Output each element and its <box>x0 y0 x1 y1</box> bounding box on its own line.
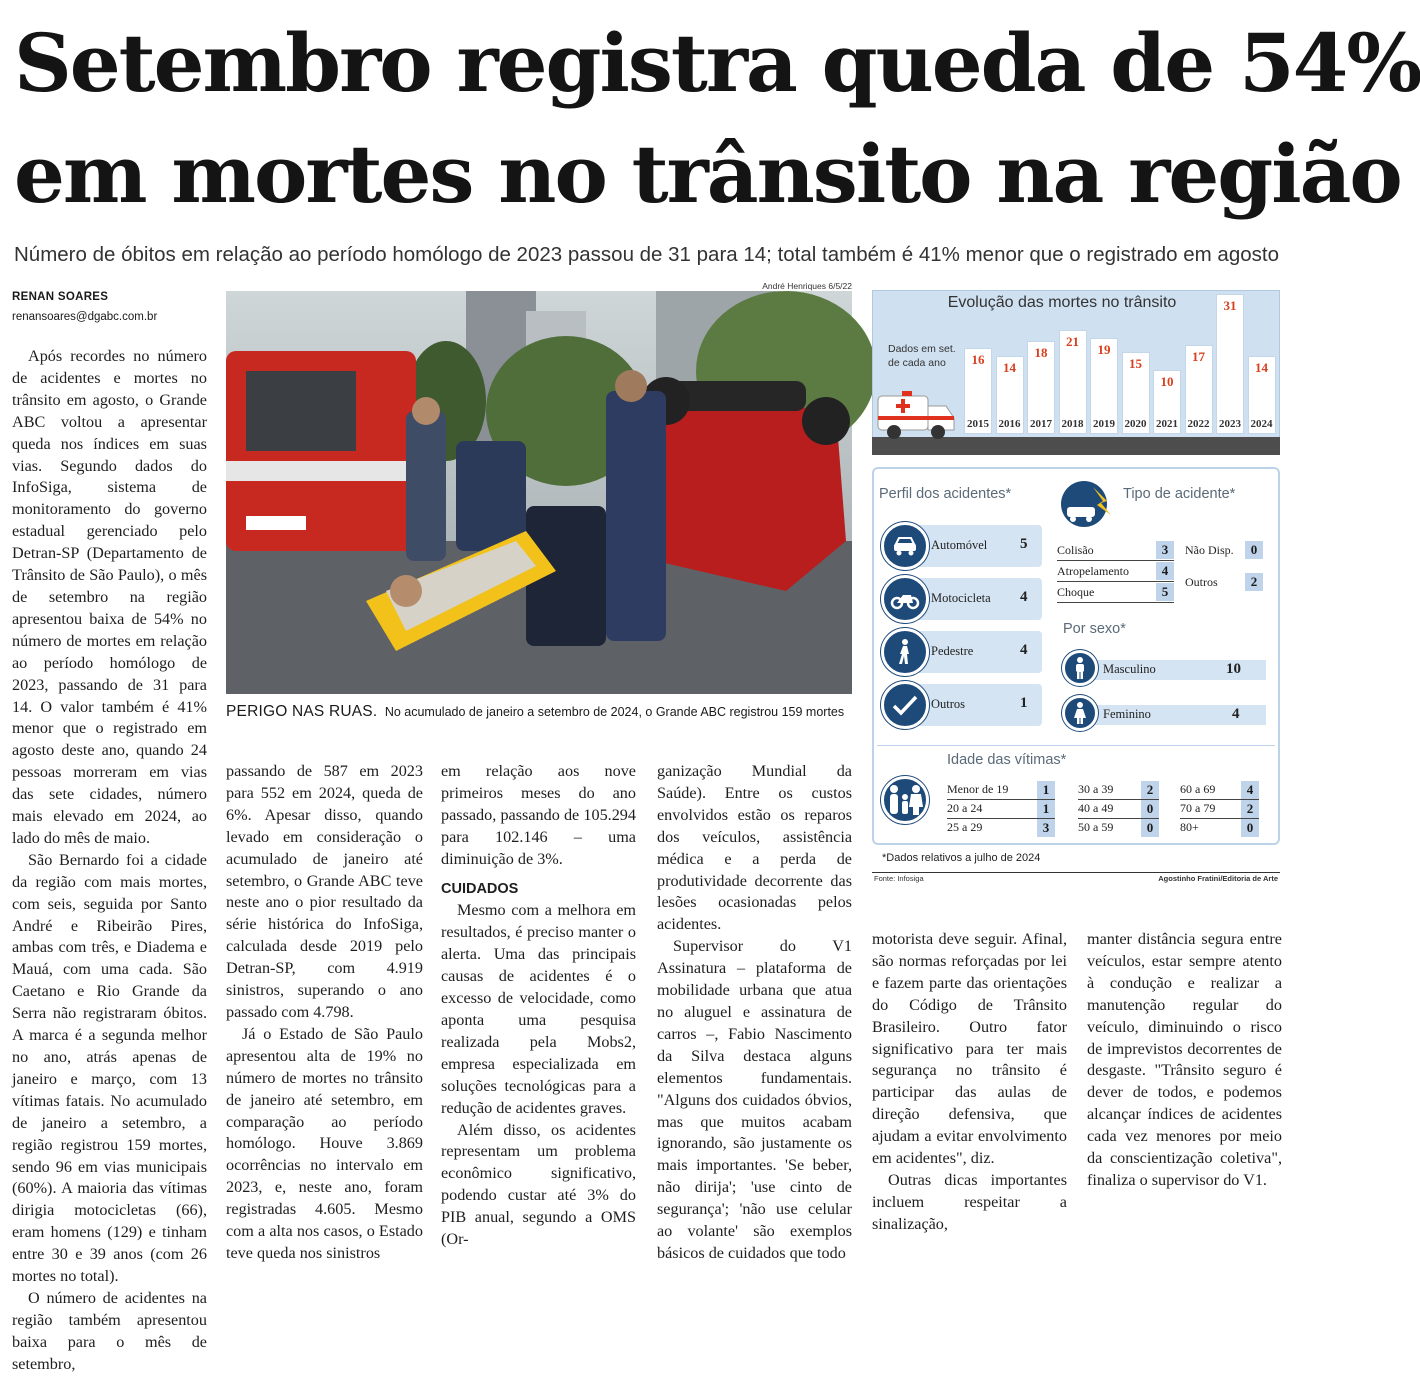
x-tick-label: 2020 <box>1124 418 1147 430</box>
photo-credit: André Henriques 6/5/22 <box>762 281 852 291</box>
perfil-label: Motocicleta <box>931 591 991 605</box>
perfil-label: Pedestre <box>931 644 974 658</box>
bar-value-label: 15 <box>1129 356 1142 371</box>
motorcycle-icon <box>881 575 929 623</box>
x-tick-label: 2024 <box>1250 418 1273 430</box>
headline-line-2: em mortes no trânsito na região <box>14 127 1401 221</box>
paragraph: Mesmo com a melhora em resultados, é preciso manter o alerta. Uma das principais causas de acidentes é o excesso de velocidade, como aponta uma pesquisa realizada pela Mobs2, empresa especializada em soluções tecnológicas para a redução de acidentes graves. <box>441 901 636 1117</box>
idade-value: 0 <box>1241 819 1259 837</box>
idade-label: 50 a 59 <box>1078 820 1114 834</box>
paragraph: motorista deve seguir. Afinal, são normas reforçadas por lei e fazem parte das orientações do Código de Trânsito Brasileiro. Outro fator significativo para ter mais segurança no trânsito é participar das aulas de direção defensiva, que ajudam a evitar envolvimento em acidentes", diz. <box>872 930 1067 1168</box>
chart-note: Dados em set. de cada ano <box>888 343 956 369</box>
tipo-value: 4 <box>1156 562 1174 580</box>
sexo-value: 10 <box>1226 661 1241 677</box>
byline <box>12 291 207 323</box>
section-heading: CUIDADOS <box>441 880 519 897</box>
tipo-label: Atropelamento <box>1057 564 1129 578</box>
perfil-value: 1 <box>1020 695 1028 711</box>
paragraph: passando de 587 em 2023 para 552 em 2024, queda de 6%. Apesar disso, quando levado em consideração o acumulado de janeiro até setembro, o Grande ABC teve neste ano o pior resultado da série histórica do InfoSiga, calculada desde 2019 pelo Detran-SP, com 4.919 sinistros, superando o ano passado com 4.798. <box>226 762 423 1021</box>
column-6 <box>1087 929 1282 1192</box>
perfil-title: Perfil dos acidentes* <box>879 486 1012 502</box>
author-name: RENAN SOARES <box>12 291 109 303</box>
row-underline <box>1057 581 1174 582</box>
headline-line-1: Setembro registra queda de 54% <box>14 16 1420 110</box>
x-tick-label: 2018 <box>1061 418 1084 430</box>
idade-label: Menor de 19 <box>947 782 1009 796</box>
x-tick-label: 2016 <box>998 418 1021 430</box>
divider <box>877 745 1275 746</box>
idade-value: 1 <box>1037 781 1055 799</box>
idade-label: 40 a 49 <box>1078 801 1114 815</box>
tipo-value: 5 <box>1156 583 1174 601</box>
check-icon <box>881 681 929 729</box>
idade-value: 4 <box>1241 781 1259 799</box>
idade-value: 1 <box>1037 800 1055 818</box>
paragraph: Supervisor do V1 Assinatura – plataforma de mobilidade urbana que atua no aluguel e assinatura de carros –, Fabio Nascimento da Silva destaca alguns elementos fundamentais. "Alguns dos cuidados óbvios, mas que muitos acabam ignorando, são justamente os mais importantes. 'Se beber, não dirija'; 'use cinto de segurança'; 'não use celular ao volante' são exemplos básicos de cuidados que todo <box>657 937 852 1262</box>
idade-label: 30 a 39 <box>1078 782 1114 796</box>
author-email[interactable]: renansoares@dgabc.com.br <box>12 311 158 323</box>
column-4 <box>657 761 852 1265</box>
tipo-label: Choque <box>1057 585 1095 599</box>
tipo-label: Outros <box>1185 575 1218 589</box>
idade-label: 25 a 29 <box>947 820 983 834</box>
idade-value: 0 <box>1141 800 1159 818</box>
column-2 <box>226 761 423 1265</box>
tipo-label: Não Disp. <box>1185 543 1234 557</box>
perfil-value: 4 <box>1020 642 1028 658</box>
idade-value: 3 <box>1037 819 1055 837</box>
bar-value-label: 21 <box>1066 334 1079 350</box>
bar-value-label: 17 <box>1192 348 1205 364</box>
subtitle: Número de óbitos em relação ao período homólogo de 2023 passou de 31 para 14; total também é 41% menor que o registrado em agosto <box>14 243 1279 266</box>
column-5 <box>872 929 1067 1236</box>
column-3 <box>441 761 636 1251</box>
idade-label: 70 a 79 <box>1180 801 1216 815</box>
idade-label: 80+ <box>1180 820 1199 834</box>
idade-label: 20 a 24 <box>947 801 983 815</box>
female-icon <box>1062 695 1098 731</box>
x-tick-label: 2022 <box>1187 418 1210 430</box>
idade-value: 0 <box>1141 819 1159 837</box>
bar-value-label: 16 <box>971 352 985 368</box>
idade-label: 60 a 69 <box>1180 782 1216 796</box>
paragraph: manter distância segura entre veículos, estar sempre atento à condução e realizar a manutenção regular do veículo, diminuindo o risco de imprevistos decorrentes de desgaste. "Trânsito seguro é dever de todos, e podemos alcançar índices de acidentes cada vez menores por meio da conscientização coletiva", finaliza o supervisor do V1. <box>1087 930 1282 1189</box>
perfil-label: Outros <box>931 697 966 711</box>
x-tick-label: 2019 <box>1093 418 1115 430</box>
idade-value: 2 <box>1141 781 1159 799</box>
row-underline <box>1057 602 1174 603</box>
bar-value-label: 18 <box>1034 345 1048 361</box>
photo-caption <box>226 703 852 721</box>
x-tick-label: 2017 <box>1030 418 1052 430</box>
bar-value-label: 14 <box>1003 359 1016 375</box>
perfil-value: 5 <box>1020 536 1028 552</box>
footnote: *Dados relativos a julho de 2024 <box>882 852 1041 864</box>
tipo-value: 0 <box>1245 541 1263 559</box>
accident-scene-illustration <box>226 291 852 694</box>
bar-value-label: 31 <box>1223 298 1237 314</box>
footer-rule <box>872 872 1280 873</box>
paragraph: em relação aos nove primeiros meses do ano passado, passando de 105.294 para 102.146 – uma diminuição de 3%. <box>441 762 636 868</box>
accident-photo <box>226 291 852 694</box>
x-tick-label: 2015 <box>967 418 989 430</box>
row-underline <box>1057 560 1174 561</box>
paragraph: ganização Mundial da Saúde). Entre os custos envolvidos estão os reparos dos veículos, assistência médica e a perda de produtividade decorrente das lesões ocasionadas pelos acidentes. <box>657 762 852 934</box>
bar-value-label: 19 <box>1097 341 1111 357</box>
source: Fonte: Infosiga <box>874 874 924 883</box>
car-icon <box>881 522 929 570</box>
x-tick-label: 2023 <box>1219 418 1241 430</box>
column-1 <box>12 346 207 1376</box>
ambulance-icon <box>876 386 958 444</box>
sexo-label: Feminino <box>1103 707 1151 721</box>
paragraph: Outras dicas importantes incluem respeitar a sinalização, <box>872 1170 1067 1233</box>
accident-type-icon <box>1059 479 1117 529</box>
idade-title: Idade das vítimas* <box>947 752 1067 768</box>
chart-title: Evolução das mortes no trânsito <box>947 294 1177 311</box>
caption-lead: PERIGO NAS RUAS. <box>226 703 378 720</box>
paragraph: São Bernardo foi a cidade da região com mais mortes, com seis, seguida por Santo André e Ribeirão Pires, ambas com três, e Diadema e Mauá, com uma cada. São Caetano e Rio Grande da Serra não registraram óbitos. A marca é a segunda melhor no ano, atrás apenas de janeiro e março, com 13 vítimas fatais. No acumulado de janeiro a setembro, a região registrou 159 mortes, sendo 96 em vias municipais (60%). A maioria das vítimas dirigia motocicletas (66), eram homens (129) e tinham entre 30 e 39 anos (com 26 mortes no total). <box>12 850 207 1286</box>
tipo-value: 2 <box>1245 573 1263 591</box>
paragraph: Além disso, os acidentes representam um problema econômico significativo, podendo custar até 3% do PIB anual, segundo a OMS (Or- <box>441 1120 636 1249</box>
pedestrian-icon <box>881 628 929 676</box>
perfil-label: Automóvel <box>931 538 988 552</box>
caption-text: No acumulado de janeiro a setembro de 2024, o Grande ABC registrou 159 mortes <box>384 705 845 719</box>
bar-value-label: 14 <box>1255 359 1268 375</box>
sexo-value: 4 <box>1232 706 1240 722</box>
art-credit: Agostinho Fratini/Editoria de Arte <box>1158 874 1278 883</box>
idade-value: 2 <box>1241 800 1259 818</box>
x-tick-label: 2021 <box>1156 418 1178 430</box>
paragraph: Após recordes no número de acidentes e mortes no trânsito em agosto, o Grande ABC voltou a apresentar queda nos índices em suas vias. Segundo dados do InfoSiga, sistema de monitoramento do governo estadual gerenciado pelo Detran-SP (Departamento de Trânsito de São Paulo), o mês de setembro na região apresentou baixa de 54% no número de mortes em relação ao período homólogo de 2023, passando de 31 para 14. O valor também é 41% menor que o registrado em agosto deste ano, quando 24 pessoas morreram em vias das sete cidades, número mais elevado em 2024, ao lado do mês de maio. <box>12 347 207 847</box>
male-icon <box>1062 650 1098 686</box>
paragraph: Já o Estado de São Paulo apresentou alta de 19% no número de mortes no trânsito de janeiro até setembro, em comparação ao período homólogo. Houve 3.869 ocorrências no intervalo em 2023, e, neste ano, foram registradas 4.605. Mesmo com a alta nos casos, o Estado teve queda nos sinistros <box>226 1024 423 1262</box>
bar-value-label: 10 <box>1160 374 1174 389</box>
tipo-title: Tipo de acidente* <box>1123 486 1236 502</box>
tipo-value: 3 <box>1156 541 1174 559</box>
family-icon <box>881 776 929 824</box>
chart-bar <box>1216 294 1244 434</box>
headline <box>14 8 1420 230</box>
sexo-label: Masculino <box>1103 662 1156 676</box>
tipo-label: Colisão <box>1057 543 1094 557</box>
sexo-title: Por sexo* <box>1063 621 1126 637</box>
paragraph: O número de acidentes na região também apresentou baixa para o mês de setembro, <box>12 1288 207 1373</box>
perfil-value: 4 <box>1020 589 1028 605</box>
